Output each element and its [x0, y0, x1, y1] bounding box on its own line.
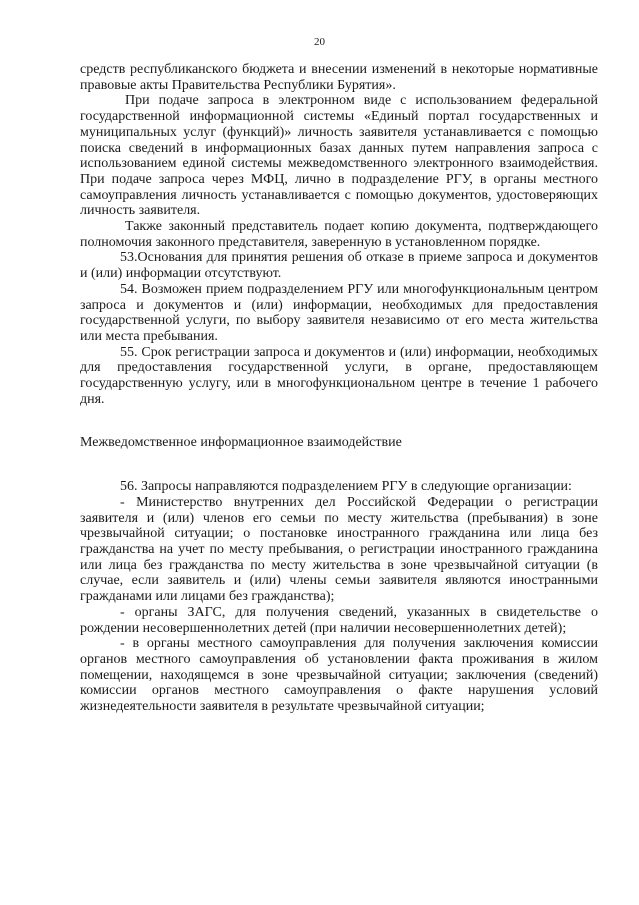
paragraph-electronic-request: При подаче запроса в электронном виде с использованием федеральной государственной информационной системы «Единый портал государственных и муниципальных услуг (функций)» личность заявителя устанавливается с помощью поиска сведений в информационных базах данных путем направления запроса с использованием единой системы межведомственного электронного взаимодействия. При подаче запроса через МФЦ, лично в подразделение РГУ, в органы местного самоуправления личность устанавливается с помощью документов, удостоверяющих личность заявителя. [80, 93, 598, 219]
list-item-mvd: - Министерство внутренних дел Российской Федерации о регистрации заявителя и (или) членов его семьи по месту жительства (пребывания) в зоне чрезвычайной ситуации; о постановке иностранного гражданина или лица без гражданства на учет по месту пребывания, о регистрации иностранного гражданина или лица без гражданства по месту жительства в зоне чрезвычайной ситуации (в случае, если заявитель и (или) члены семьи заявителя являются иностранными гражданами или лицами без гражданства); [80, 494, 598, 605]
paragraph-item-55: 55. Срок регистрации запроса и документов и (или) информации, необходимых для предоставления государственной услуги, в органе, предоставляющем государственную услугу, или в многофункциональном центре в течение 1 рабочего дня. [80, 344, 598, 407]
page-number: 20 [314, 36, 325, 48]
paragraph-legal-representative: Также законный представитель подает копию документа, подтверждающего полномочия законного представителя, заверенную в установленном порядке. [80, 219, 598, 250]
list-item-local-government: - в органы местного самоуправления для получения заключения комиссии органов местного самоуправления об установлении факта проживания в жилом помещении, находящемся в зоне чрезвычайной ситуации; заключения (сведений) комиссии органов местного самоуправления о факте нарушения условий жизнедеятельности заявителя в результате чрезвычайной ситуации; [80, 636, 598, 715]
section-heading: Межведомственное информационное взаимодействие [80, 435, 402, 451]
paragraph-continuation: средств республиканского бюджета и внесении изменений в некоторые нормативные правовые акты Правительства Республики Бурятия». [80, 62, 598, 93]
document-body [80, 62, 598, 715]
paragraph-item-53: 53.Основания для принятия решения об отказе в приеме запроса и документов и (или) информации отсутствуют. [80, 250, 598, 282]
list-item-zags: - органы ЗАГС, для получения сведений, указанных в свидетельстве о рождении несовершеннолетних детей (при наличии несовершеннолетних детей); [80, 604, 598, 636]
paragraph-item-54: 54. Возможен прием подразделением РГУ или многофункциональным центром запроса и документов и (или) информации, необходимых для предоставления государственной услуги, по выбору заявителя независимо от его места жительства или места пребывания. [80, 281, 598, 344]
paragraph-item-56: 56. Запросы направляются подразделением РГУ в следующие организации: [120, 479, 572, 495]
